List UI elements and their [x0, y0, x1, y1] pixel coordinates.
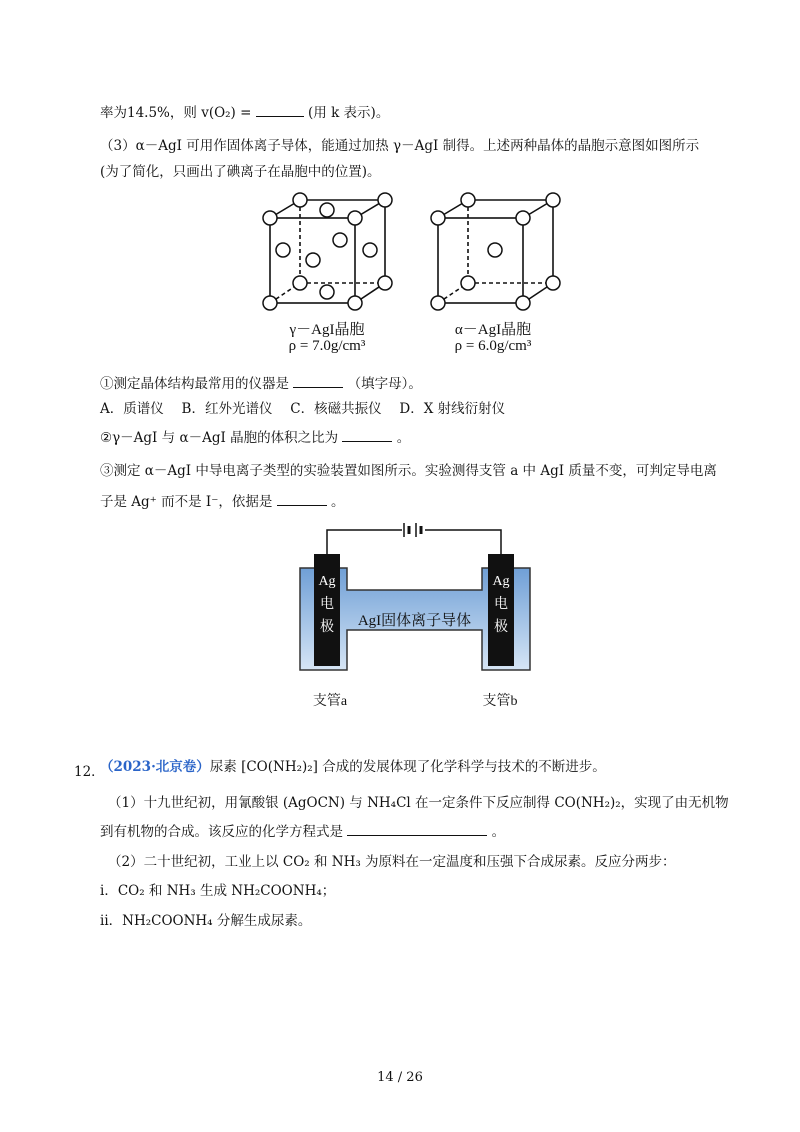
answer-blank-3[interactable]: [342, 428, 392, 442]
question-12-number: 12．: [74, 764, 105, 780]
question-12-stem: （2023·北京卷）尿素 [CO(NH₂)₂] 合成的发展体现了化学科学与技术的不断进步。: [100, 759, 606, 775]
circuit-wire: [327, 530, 402, 554]
question-12-2: （2）二十世纪初，工业上以 CO₂ 和 NH₃ 为原料在一定温度和压强下合成尿素。反应分两步：: [108, 854, 676, 870]
question-12-1-cont: 到有机物的合成。该反应的化学方程式是 。: [100, 824, 506, 840]
answer-blank-2[interactable]: [293, 374, 343, 388]
source-tag: （2023·北京卷）: [100, 759, 210, 775]
question-3-1: ①测定晶体结构最常用的仪器是 （填字母）。: [100, 376, 422, 392]
gamma-cell-diagram: [263, 193, 392, 310]
alpha-cell-density: ρ = 6.0g/cm³: [454, 338, 532, 354]
line-rate: 率为14.5%，则 v(O₂) = (用 k 表示)。: [100, 105, 390, 121]
battery-icon: [404, 523, 421, 537]
page-number: 14 / 26: [377, 1070, 423, 1085]
question-3-1-options: A．质谱仪 B．红外光谱仪 C．核磁共振仪 D．X 射线衍射仪: [100, 401, 506, 417]
alpha-cell-label: α－AgI晶胞: [454, 322, 532, 338]
rate-expression: v(O₂) =: [201, 105, 252, 121]
step-2: ⅱ．NH₂COONH₄ 分解生成尿素。: [100, 913, 312, 929]
question-3-3: ③测定 α－AgI 中导电离子类型的实验装置如图所示。实验测得支管 a 中 AgI 质量不变，可判定导电离: [100, 463, 717, 479]
right-electrode-label: Ag 电 极: [492, 574, 510, 635]
question-3-2: ②γ－AgI 与 α－AgI 晶胞的体积之比为 。: [100, 430, 411, 446]
question-3-stem: （3）α－AgI 可用作固体离子导体，能通过加热 γ－AgI 制得。上述两种晶体的晶胞示意图如图所示: [100, 138, 700, 154]
tube-b-label: 支管b: [482, 694, 518, 709]
question-3-3-cont: 子是 Ag⁺ 而不是 I⁻，依据是 。: [100, 494, 345, 510]
question-3-note: (为了简化，只画出了碘离子在晶胞中的位置)。: [100, 164, 381, 180]
bridge-label: AgI固体离子导体: [357, 613, 472, 629]
question-12-1: （1）十九世纪初，用氰酸银 (AgOCN) 与 NH₄Cl 在一定条件下反应制得 CO(NH₂)₂，实现了由无机物: [108, 795, 729, 811]
gamma-cell-density: ρ = 7.0g/cm³: [288, 338, 366, 354]
left-electrode-label: Ag 电 极: [318, 574, 336, 635]
answer-blank-4[interactable]: [277, 492, 327, 506]
tube-a-label: 支管a: [312, 694, 348, 709]
step-1: ⅰ．CO₂ 和 NH₃ 生成 NH₂COONH₄；: [100, 883, 336, 899]
answer-blank-1[interactable]: [256, 103, 304, 117]
alpha-cell-diagram: [431, 193, 560, 310]
answer-blank-5[interactable]: [347, 822, 487, 836]
crystal-cell-figure: [255, 188, 565, 313]
gamma-cell-label: γ－AgI晶胞: [289, 322, 365, 338]
